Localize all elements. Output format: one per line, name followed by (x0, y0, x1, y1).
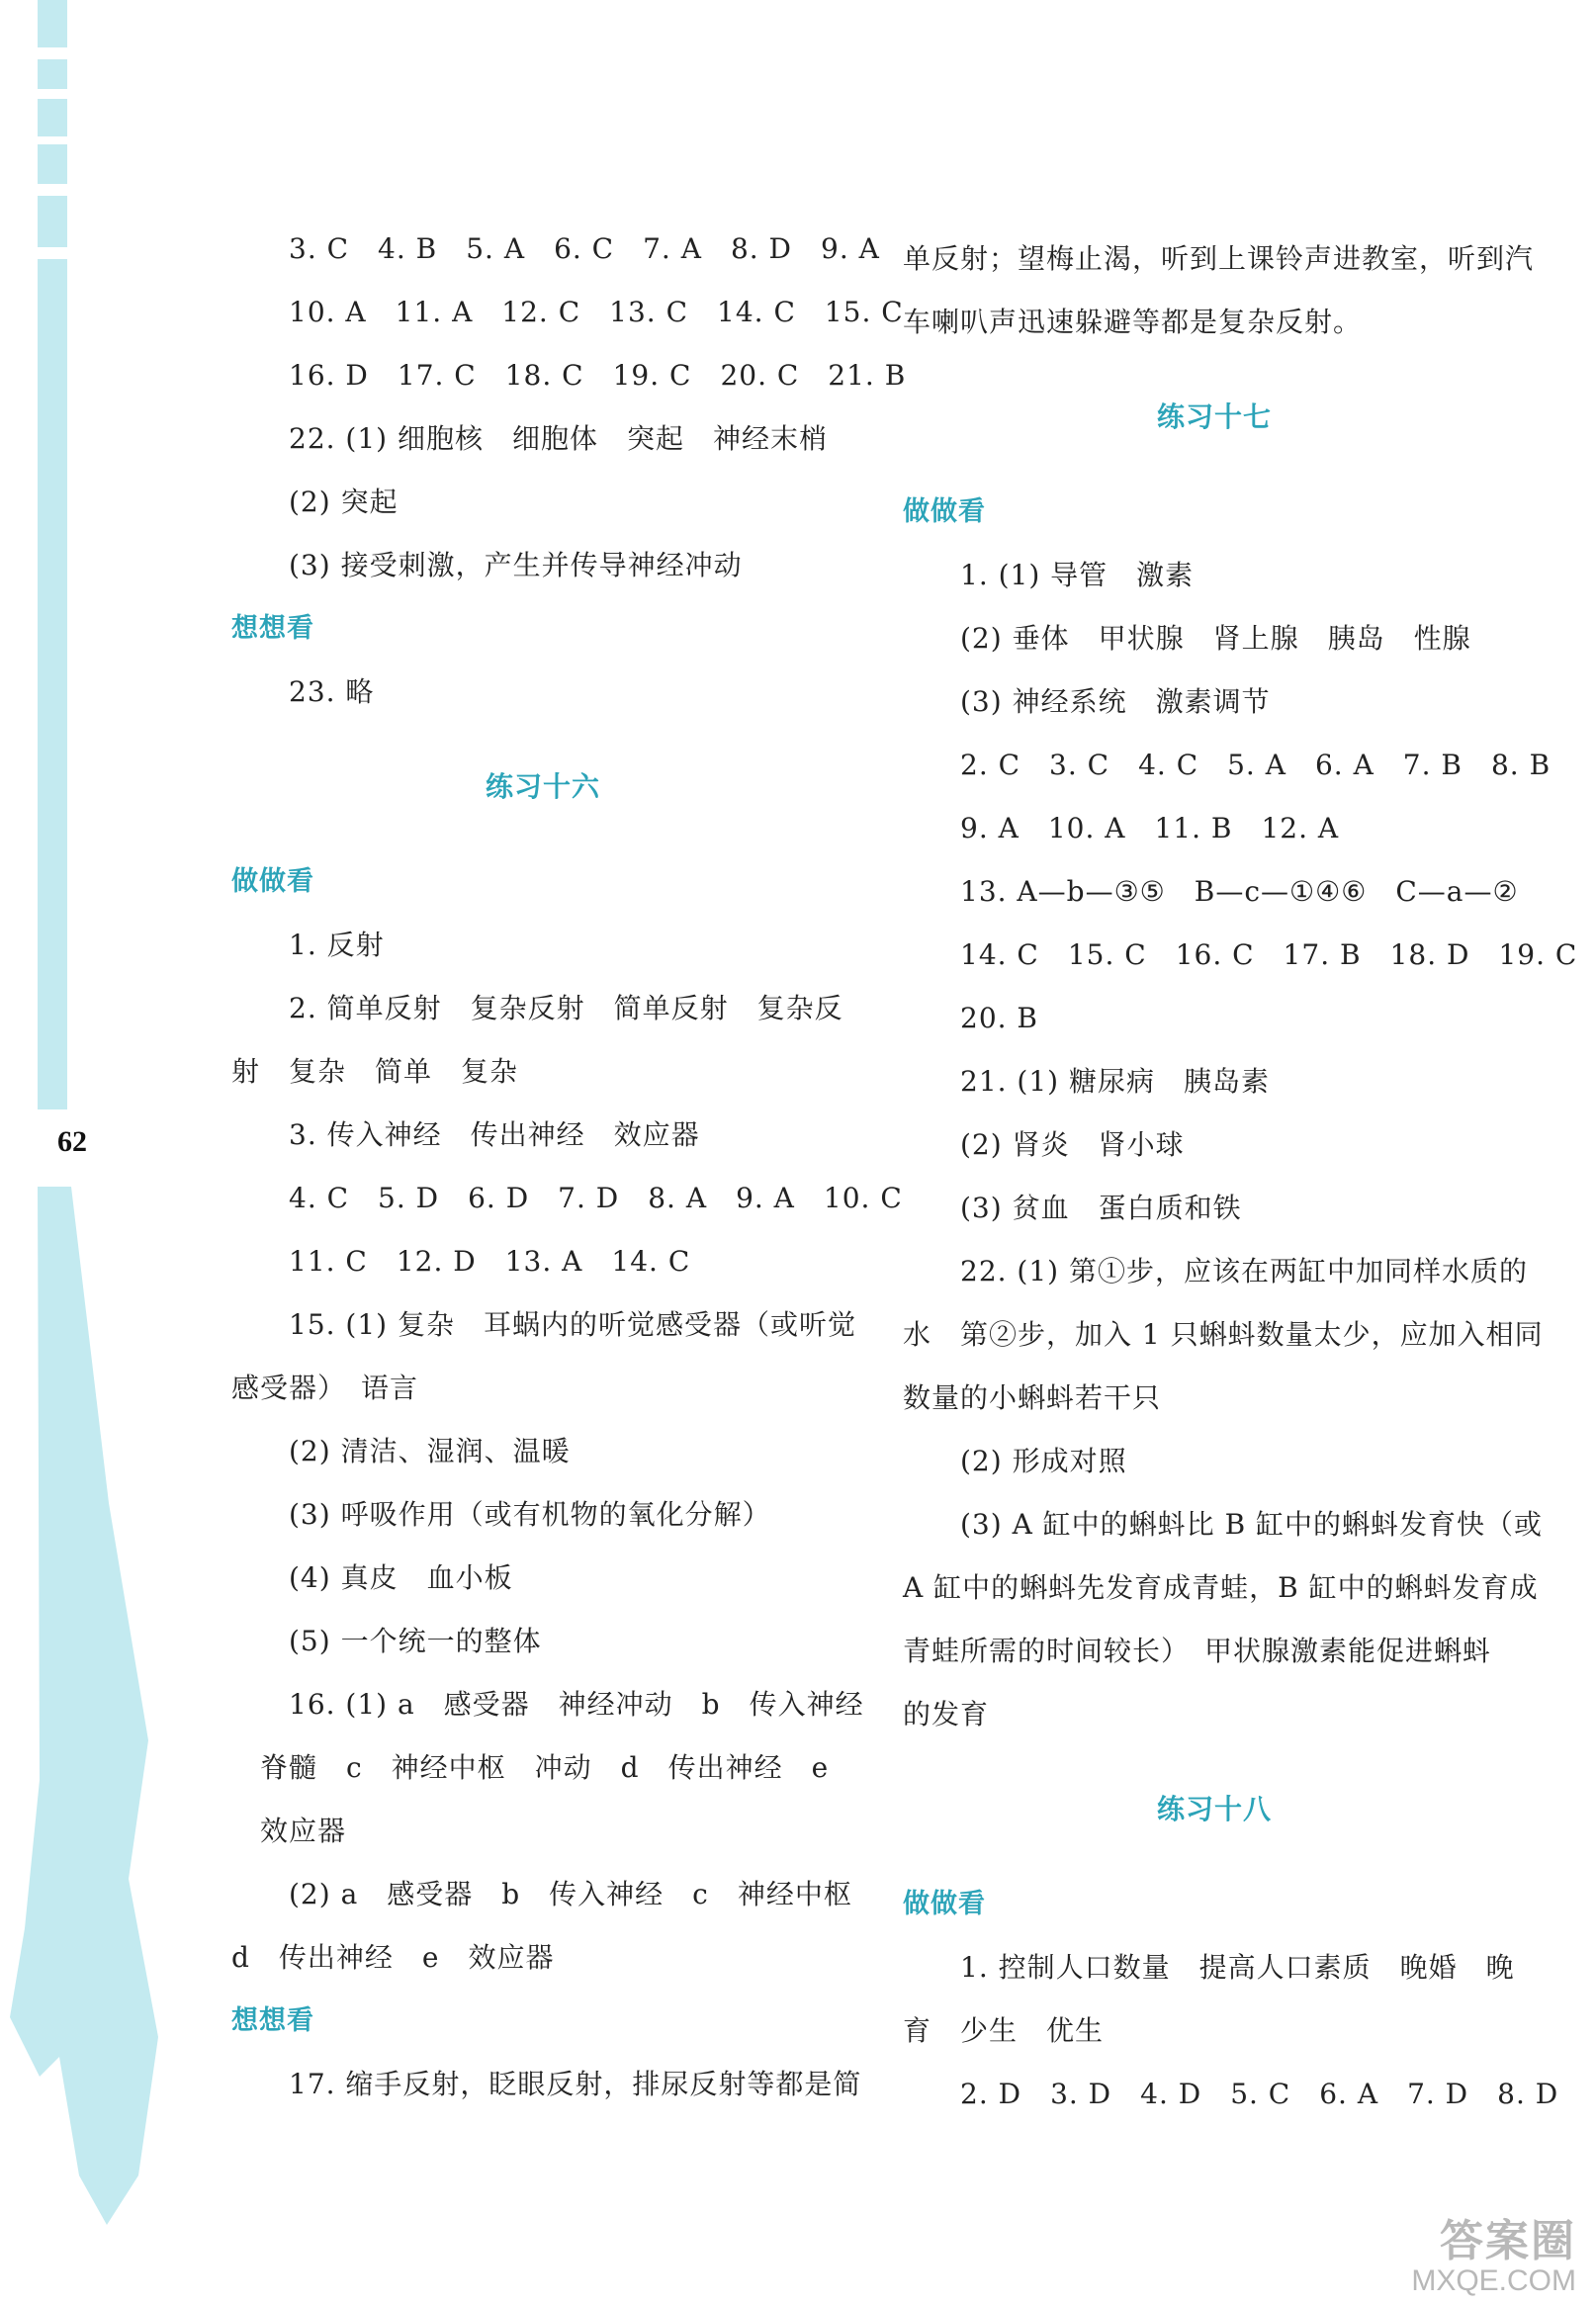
answer-line: 22. (1) 细胞核 细胞体 突起 神经末梢 (289, 422, 828, 455)
answer-line: 1. 控制人口数量 提高人口素质 晚婚 晚 (960, 1951, 1515, 1984)
answer-line: 1. 反射 (289, 929, 385, 961)
answer-line: d 传出神经 e 效应器 (231, 1941, 555, 1974)
answer-line: 11. C 12. D 13. A 14. C (289, 1245, 691, 1278)
answer-line: 10. A 11. A 12. C 13. C 14. C 15. C (289, 296, 904, 328)
left-column (231, 218, 907, 2116)
answer-line: 15. (1) 复杂 耳蜗内的听觉感受器（或听觉 (289, 1308, 856, 1341)
exercise-title: 练习十八 (1156, 1793, 1272, 1825)
answer-line: A 缸中的蝌蚪先发育成青蛙，B 缸中的蝌蚪发育成 (903, 1571, 1539, 1604)
answer-line: 单反射；望梅止渴，听到上课铃声进教室，听到汽 (903, 242, 1535, 275)
answer-line: 育 少生 优生 (903, 2014, 1105, 2047)
answer-line: 2. C 3. C 4. C 5. A 6. A 7. B 8. B (960, 749, 1552, 781)
answer-line: 射 复杂 简单 复杂 (231, 1055, 519, 1088)
answer-line: (4) 真皮 血小板 (289, 1561, 513, 1594)
section-heading: 做做看 (903, 496, 986, 527)
answer-line: 2. D 3. D 4. D 5. C 6. A 7. D 8. D (960, 2078, 1559, 2110)
answer-line: 16. D 17. C 18. C 19. C 20. C 21. B (289, 359, 907, 392)
answer-line: 16. (1) a 感受器 神经冲动 b 传入神经 (289, 1688, 864, 1721)
watermark-url: MXQE.COM (1411, 2264, 1576, 2297)
answer-line: (2) 肾炎 肾小球 (960, 1128, 1185, 1161)
answer-line: (2) 突起 (289, 486, 399, 518)
section-heading: 想想看 (231, 2005, 314, 2036)
exercise-title: 练习十七 (1156, 400, 1272, 433)
answer-line: 21. (1) 糖尿病 胰岛素 (960, 1065, 1270, 1098)
answer-line: 20. B (960, 1002, 1039, 1034)
exercise-title: 练习十六 (485, 770, 600, 803)
answer-line: (3) A 缸中的蝌蚪比 B 缸中的蝌蚪发育快（或 (960, 1508, 1544, 1541)
answer-line: 的发育 (903, 1698, 990, 1730)
answer-line: 13. A—b—③⑤ B—c—①④⑥ C—a—② (960, 875, 1519, 908)
answer-line: (2) 垂体 甲状腺 肾上腺 胰岛 性腺 (960, 622, 1471, 655)
answer-line: 3. C 4. B 5. A 6. C 7. A 8. D 9. A (289, 232, 880, 265)
answer-line: 青蛙所需的时间较长） 甲状腺激素能促进蝌蚪 (903, 1635, 1492, 1667)
answer-line: 3. 传入神经 传出神经 效应器 (289, 1118, 700, 1151)
answer-line: 数量的小蝌蚪若干只 (903, 1381, 1162, 1414)
answer-line: 4. C 5. D 6. D 7. D 8. A 9. A 10. C (289, 1182, 903, 1214)
section-heading: 做做看 (903, 1889, 986, 1919)
answer-line: 23. 略 (289, 675, 375, 708)
answer-line: (2) 清洁、湿润、温暖 (289, 1435, 571, 1467)
answer-line: (2) 形成对照 (960, 1445, 1127, 1477)
watermark-text: 答案圈 (1440, 2217, 1576, 2265)
right-column (903, 227, 1578, 2126)
answer-line: 感受器） 语言 (231, 1372, 419, 1404)
answer-line: 效应器 (231, 1815, 347, 1847)
answer-line: (3) 神经系统 激素调节 (960, 685, 1271, 718)
answer-line: 2. 简单反射 复杂反射 简单反射 复杂反 (289, 992, 843, 1024)
answer-line: (3) 贫血 蛋白质和铁 (960, 1192, 1242, 1224)
answer-line: (5) 一个统一的整体 (289, 1625, 542, 1657)
watermark-logo (1411, 2205, 1576, 2298)
section-heading: 做做看 (231, 866, 314, 897)
answer-line: 17. 缩手反射，眨眼反射，排尿反射等都是简 (289, 2068, 862, 2100)
answer-line: (2) a 感受器 b 传入神经 c 神经中枢 (289, 1878, 852, 1910)
answer-line: 1. (1) 导管 激素 (960, 559, 1195, 591)
answer-line: 车喇叭声迅速躲避等都是复杂反射。 (903, 306, 1363, 338)
answer-line: (3) 呼吸作用（或有机物的氧化分解） (289, 1498, 771, 1531)
answer-line: (3) 接受刺激，产生并传导神经冲动 (289, 549, 743, 581)
answer-line: 22. (1) 第①步，应该在两缸中加同样水质的 (960, 1255, 1528, 1287)
section-heading: 想想看 (231, 613, 314, 644)
answer-line: 14. C 15. C 16. C 17. B 18. D 19. C (960, 938, 1578, 971)
page-number: 62 (57, 1125, 87, 1158)
answer-line: 9. A 10. A 11. B 12. A (960, 812, 1340, 844)
answer-line: 水 第②步，加入 1 只蝌蚪数量太少，应加入相同 (903, 1318, 1544, 1351)
answer-line: 脊髓 c 神经中枢 冲动 d 传出神经 e (231, 1751, 830, 1784)
